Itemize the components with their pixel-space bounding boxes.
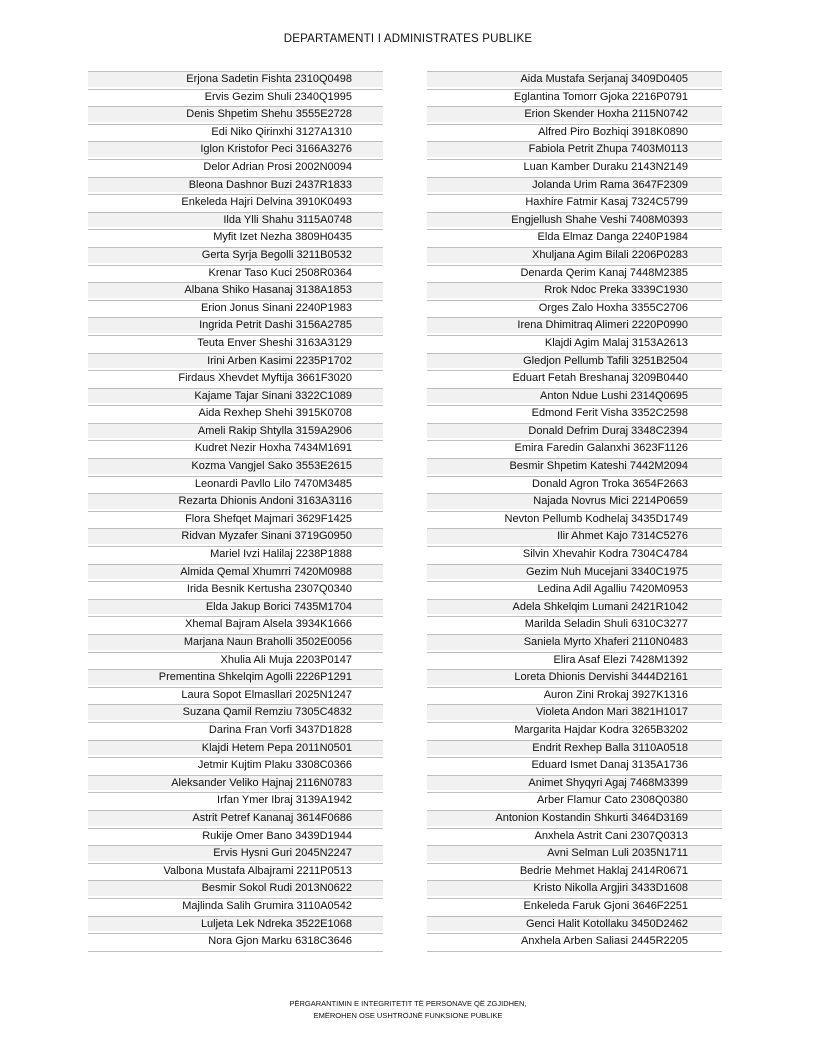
list-item: Suzana Qamil Remziu 7305C4832 <box>88 704 383 720</box>
list-item: Teuta Enver Sheshi 3163A3129 <box>88 335 383 351</box>
list-item: Endrit Rexhep Balla 3110A0518 <box>427 740 722 756</box>
list-item: Ervis Hysni Guri 2045N2247 <box>88 845 383 861</box>
list-item: Najada Novrus Mici 2214P0659 <box>427 493 722 509</box>
list-item: Denarda Qerim Kanaj 7448M2385 <box>427 265 722 281</box>
list-item: Elda Elmaz Danga 2240P1984 <box>427 229 722 245</box>
list-item: Erjona Sadetin Fishta 2310Q0498 <box>88 71 383 87</box>
list-item: Xhemal Bajram Alsela 3934K1666 <box>88 616 383 632</box>
list-item: Gezim Nuh Mucejani 3340C1975 <box>427 564 722 580</box>
list-item: Gledjon Pellumb Tafili 3251B2504 <box>427 353 722 369</box>
list-item: Ilir Ahmet Kajo 7314C5276 <box>427 528 722 544</box>
list-item: Astrit Petref Kananaj 3614F0686 <box>88 810 383 826</box>
list-item: Donald Agron Troka 3654F2663 <box>427 476 722 492</box>
list-item: Ameli Rakip Shtylla 3159A2906 <box>88 423 383 439</box>
left-name-list <box>88 71 383 952</box>
list-item: Silvin Xhevahir Kodra 7304C4784 <box>427 546 722 562</box>
list-item: Leonardi Pavllo Lilo 7470M3485 <box>88 476 383 492</box>
list-item: Fabiola Petrit Zhupa 7403M0113 <box>427 141 722 157</box>
list-item: Erion Skender Hoxha 2115N0742 <box>427 106 722 122</box>
list-item: Darina Fran Vorfi 3437D1828 <box>88 722 383 738</box>
list-item: Arber Flamur Cato 2308Q0380 <box>427 792 722 808</box>
list-item: Saniela Myrto Xhaferi 2110N0483 <box>427 634 722 650</box>
list-item: Elira Asaf Elezi 7428M1392 <box>427 652 722 668</box>
list-item: Rrok Ndoc Preka 3339C1930 <box>427 282 722 298</box>
list-end-divider <box>88 951 383 952</box>
list-item: Aida Rexhep Shehi 3915K0708 <box>88 405 383 421</box>
list-item: Haxhire Fatmir Kasaj 7324C5799 <box>427 194 722 210</box>
list-item: Myfit Izet Nezha 3809H0435 <box>88 229 383 245</box>
list-item: Xhuljana Agim Bilali 2206P0283 <box>427 247 722 263</box>
list-item: Eduard Ismet Danaj 3135A1736 <box>427 757 722 773</box>
list-item: Bedrie Mehmet Haklaj 2414R0671 <box>427 863 722 879</box>
list-item: Auron Zini Rrokaj 3927K1316 <box>427 687 722 703</box>
list-item: Kudret Nezir Hoxha 7434M1691 <box>88 440 383 456</box>
list-item: Donald Defrim Duraj 3348C2394 <box>427 423 722 439</box>
list-item: Mariel Ivzi Halilaj 2238P1888 <box>88 546 383 562</box>
list-item: Avni Selman Luli 2035N1711 <box>427 845 722 861</box>
list-item: Majlinda Salih Grumira 3110A0542 <box>88 898 383 914</box>
list-item: Firdaus Xhevdet Myftija 3661F3020 <box>88 370 383 386</box>
list-item: Kozma Vangjel Sako 3553E2615 <box>88 458 383 474</box>
list-item: Nevton Pellumb Kodhelaj 3435D1749 <box>427 511 722 527</box>
list-item: Valbona Mustafa Albajrami 2211P0513 <box>88 863 383 879</box>
list-item: Denis Shpetim Shehu 3555E2728 <box>88 106 383 122</box>
list-item: Genci Halit Kotollaku 3450D2462 <box>427 916 722 932</box>
list-item: Kajame Tajar Sinani 3322C1089 <box>88 388 383 404</box>
list-item: Anxhela Astrit Cani 2307Q0313 <box>427 828 722 844</box>
list-item: Marilda Seladin Shuli 6310C3277 <box>427 616 722 632</box>
list-item: Ingrida Petrit Dashi 3156A2785 <box>88 317 383 333</box>
list-item: Delor Adrian Prosi 2002N0094 <box>88 159 383 175</box>
list-item: Jetmir Kujtim Plaku 3308C0366 <box>88 757 383 773</box>
list-item: Animet Shyqyri Agaj 7468M3399 <box>427 775 722 791</box>
list-item: Violeta Andon Mari 3821H1017 <box>427 704 722 720</box>
list-item: Prementina Shkelqim Agolli 2226P1291 <box>88 669 383 685</box>
list-item: Laura Sopot Elmasllari 2025N1247 <box>88 687 383 703</box>
list-item: Besmir Sokol Rudi 2013N0622 <box>88 880 383 896</box>
list-item: Eglantina Tomorr Gjoka 2216P0791 <box>427 89 722 105</box>
list-item: Alfred Piro Bozhiqi 3918K0890 <box>427 124 722 140</box>
list-item: Nora Gjon Marku 6318C3646 <box>88 933 383 949</box>
footer-line-1: PËRGARANTIMIN E INTEGRITETIT TË PERSONAVE QË ZGJIDHEN, <box>289 999 527 1008</box>
footer-line-2: EMËROHEN OSE USHTROJNË FUNKSIONE PUBLIKE <box>313 1011 503 1020</box>
list-item: Irena Dhimitraq Alimeri 2220P0990 <box>427 317 722 333</box>
list-item: Anxhela Arben Saliasi 2445R2205 <box>427 933 722 949</box>
list-item: Ilda Ylli Shahu 3115A0748 <box>88 212 383 228</box>
list-item: Erion Jonus Sinani 2240P1983 <box>88 300 383 316</box>
list-item: Ledina Adil Agalliu 7420M0953 <box>427 581 722 597</box>
list-item: Luan Kamber Duraku 2143N2149 <box>427 159 722 175</box>
list-item: Xhulia Ali Muja 2203P0147 <box>88 652 383 668</box>
list-item: Irida Besnik Kertusha 2307Q0340 <box>88 581 383 597</box>
list-item: Antonion Kostandin Shkurti 3464D3169 <box>427 810 722 826</box>
list-item: Elda Jakup Borici 7435M1704 <box>88 599 383 615</box>
list-item: Aida Mustafa Serjanaj 3409D0405 <box>427 71 722 87</box>
list-item: Klajdi Agim Malaj 3153A2613 <box>427 335 722 351</box>
list-item: Flora Shefqet Majmari 3629F1425 <box>88 511 383 527</box>
list-item: Emira Faredin Galanxhi 3623F1126 <box>427 440 722 456</box>
list-item: Iglon Kristofor Peci 3166A3276 <box>88 141 383 157</box>
page-title: DEPARTAMENTI I ADMINISTRATES PUBLIKE <box>283 33 533 45</box>
list-item: Besmir Shpetim Kateshi 7442M2094 <box>427 458 722 474</box>
list-item: Eduart Fetah Breshanaj 3209B0440 <box>427 370 722 386</box>
list-item: Klajdi Hetem Pepa 2011N0501 <box>88 740 383 756</box>
list-item: Edi Niko Qirinxhi 3127A1310 <box>88 124 383 140</box>
list-item: Enkeleda Faruk Gjoni 3646F2251 <box>427 898 722 914</box>
list-item: Enkeleda Hajri Delvina 3910K0493 <box>88 194 383 210</box>
list-item: Margarita Hajdar Kodra 3265B3202 <box>427 722 722 738</box>
list-item: Marjana Naun Braholli 3502E0056 <box>88 634 383 650</box>
page-footer <box>0 998 816 1022</box>
list-item: Irfan Ymer Ibraj 3139A1942 <box>88 792 383 808</box>
list-item: Engjellush Shahe Veshi 7408M0393 <box>427 212 722 228</box>
list-item: Edmond Ferit Visha 3352C2598 <box>427 405 722 421</box>
list-item: Rukije Omer Bano 3439D1944 <box>88 828 383 844</box>
list-item: Albana Shiko Hasanaj 3138A1853 <box>88 282 383 298</box>
list-item: Luljeta Lek Ndreka 3522E1068 <box>88 916 383 932</box>
list-item: Jolanda Urim Rama 3647F2309 <box>427 177 722 193</box>
right-name-list <box>427 71 722 952</box>
list-end-divider <box>427 951 722 952</box>
list-item: Anton Ndue Lushi 2314Q0695 <box>427 388 722 404</box>
list-item: Aleksander Veliko Hajnaj 2116N0783 <box>88 775 383 791</box>
list-item: Gerta Syrja Begolli 3211B0532 <box>88 247 383 263</box>
list-item: Orges Zalo Hoxha 3355C2706 <box>427 300 722 316</box>
list-item: Krenar Taso Kuci 2508R0364 <box>88 265 383 281</box>
list-item: Ervis Gezim Shuli 2340Q1995 <box>88 89 383 105</box>
list-item: Loreta Dhionis Dervishi 3444D2161 <box>427 669 722 685</box>
list-item: Irini Arben Kasimi 2235P1702 <box>88 353 383 369</box>
list-item: Adela Shkelqim Lumani 2421R1042 <box>427 599 722 615</box>
list-item: Kristo Nikolla Argjiri 3433D1608 <box>427 880 722 896</box>
list-item: Ridvan Myzafer Sinani 3719G0950 <box>88 528 383 544</box>
list-item: Almida Qemal Xhumrri 7420M0988 <box>88 564 383 580</box>
list-item: Bleona Dashnor Buzi 2437R1833 <box>88 177 383 193</box>
list-item: Rezarta Dhionis Andoni 3163A3116 <box>88 493 383 509</box>
